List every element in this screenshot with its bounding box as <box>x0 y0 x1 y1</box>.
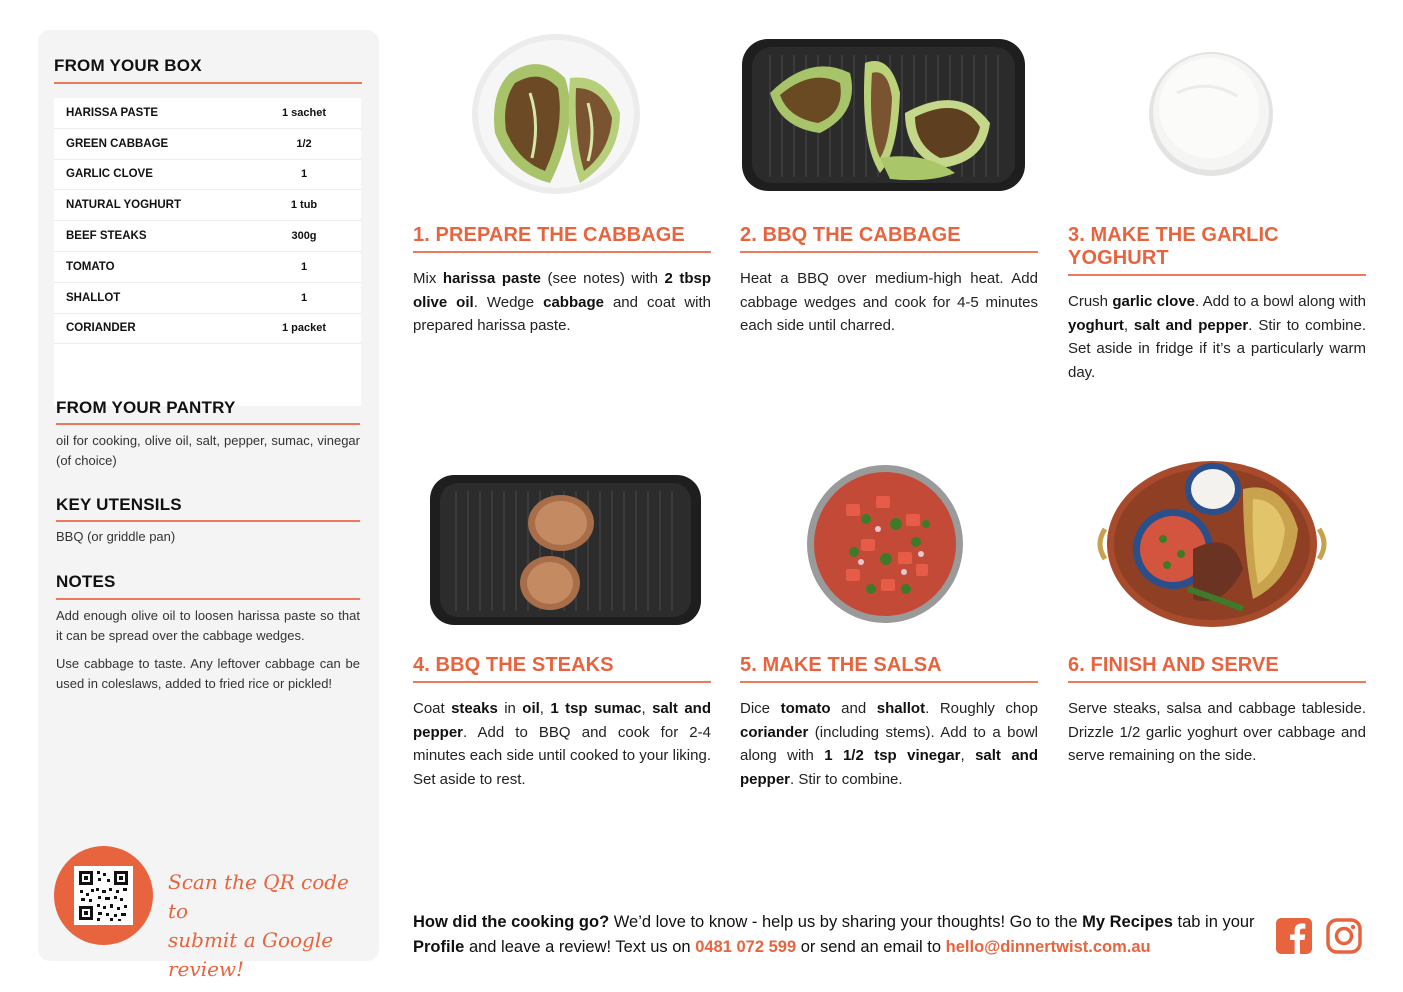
notes-title: NOTES <box>56 572 116 591</box>
email-link[interactable]: hello@dinnertwist.com.au <box>945 938 1151 956</box>
divider <box>740 251 1038 253</box>
step-title: 5. MAKE THE SALSA <box>740 654 942 676</box>
ingredient-name: BEEF STEAKS <box>66 230 147 243</box>
ingredient-qty: 1 tub <box>290 199 318 212</box>
qr-text-line: submit a Google review! <box>168 928 334 981</box>
footer-question: How did the cooking go? <box>413 913 610 931</box>
ingredient-qty: 1 sachet <box>281 106 327 119</box>
divider <box>413 681 711 683</box>
divider <box>56 423 360 425</box>
facebook-icon[interactable] <box>1276 918 1312 954</box>
step-title: 1. PREPARE THE CABBAGE <box>413 224 685 246</box>
ingredient-row <box>54 283 361 314</box>
ingredient-qty: 300g <box>291 230 317 243</box>
divider <box>1068 681 1366 683</box>
qr-text-line: Scan the QR code to <box>168 870 349 923</box>
step-1 <box>413 224 711 338</box>
phone-link[interactable]: 0481 072 599 <box>695 938 797 956</box>
ingredient-name: SHALLOT <box>66 291 121 304</box>
divider <box>740 681 1038 683</box>
key-utensils-title: KEY UTENSILS <box>56 495 182 514</box>
step-4 <box>413 654 711 791</box>
ingredient-name: GARLIC CLOVE <box>66 168 153 181</box>
note-item: Add enough olive oil to loosen harissa paste so that it can be spread over the cabbage wedges. <box>56 608 360 643</box>
ingredient-name: GREEN CABBAGE <box>66 137 169 150</box>
ingredient-row <box>54 221 361 252</box>
divider <box>54 82 362 84</box>
from-your-pantry-title: FROM YOUR PANTRY <box>56 398 236 417</box>
note-item: Use cabbage to taste. Any leftover cabbage can be used in coleslaws, added to fried rice or pickled! <box>56 656 360 691</box>
ingredient-row <box>54 98 361 129</box>
qr-review-prompt <box>168 868 368 984</box>
salsa-bowl-photo <box>806 464 964 624</box>
instagram-icon[interactable] <box>1326 918 1362 954</box>
divider <box>1068 274 1366 276</box>
step-body: Heat a BBQ over medium-high heat. Add cabbage wedges and cook for 4-5 minutes each side until charred. <box>740 270 1038 334</box>
utensils-list: BBQ (or griddle pan) <box>56 529 176 544</box>
divider <box>56 598 360 600</box>
ingredient-row <box>54 314 361 345</box>
ingredient-qty: 1 <box>300 260 308 273</box>
ingredient-name: HARISSA PASTE <box>66 106 159 119</box>
step-title: 4. BBQ THE STEAKS <box>413 654 614 676</box>
review-footer: How did the cooking go? We’d love to know - help us by sharing your thoughts! Go to the My Recipes tab in your Profile and leave a review! Text us on 0481 072 599 or send an email to hello@dinnertwist.com.au <box>413 913 1255 956</box>
ingredient-qty: 1/2 <box>296 137 312 150</box>
cabbage-plate-photo <box>470 33 642 195</box>
ingredient-qty: 1 packet <box>281 322 327 335</box>
ingredient-qty: 1 <box>300 168 308 181</box>
my-recipes-link[interactable]: My Recipes <box>1082 913 1173 931</box>
step-2 <box>740 224 1038 338</box>
ingredient-row <box>54 190 361 221</box>
step-body: Coat steaks in oil, 1 tsp sumac, salt and pepper. Add to BBQ and cook for 2-4 minutes each side until cooked to your liking. Set aside to rest. <box>413 700 711 788</box>
profile-link[interactable]: Profile <box>413 938 465 956</box>
ingredient-row <box>54 160 361 191</box>
ingredient-qty: 1 <box>300 291 308 304</box>
step-body: Crush garlic clove. Add to a bowl along with yoghurt, salt and pepper. Stir to combine. Set aside in fridge if it’s a particularly warm day. <box>1068 293 1367 381</box>
step-body: Mix harissa paste (see notes) with 2 tbsp olive oil. Wedge cabbage and coat with prepared harissa paste. <box>413 270 712 334</box>
ingredient-name: TOMATO <box>66 260 115 273</box>
step-title: 2. BBQ THE CABBAGE <box>740 224 961 246</box>
divider <box>56 520 360 522</box>
sidebar <box>38 30 379 981</box>
step-title: 3. MAKE THE GARLIC YOGHURT <box>1068 224 1279 269</box>
grill-cabbage-photo <box>740 33 1027 195</box>
from-your-box-title: FROM YOUR BOX <box>54 56 202 75</box>
divider <box>413 251 711 253</box>
pantry-list: oil for cooking, olive oil, salt, pepper, sumac, vinegar (of choice) <box>56 433 360 468</box>
step-5 <box>740 654 1038 791</box>
notes-body <box>56 606 360 702</box>
ingredient-name: NATURAL YOGHURT <box>66 199 181 212</box>
step-body: Serve steaks, salsa and cabbage tableside. Drizzle 1/2 garlic yoghurt over cabbage and serve remaining on the side. <box>1068 700 1366 764</box>
ingredients-table <box>54 98 361 406</box>
ingredient-name: CORIANDER <box>66 322 136 335</box>
serving-platter-photo <box>1093 459 1331 629</box>
step-6 <box>1068 654 1366 768</box>
yoghurt-bowl-photo <box>1147 48 1275 178</box>
grill-steaks-photo <box>428 473 703 628</box>
ingredient-row <box>54 129 361 160</box>
step-title: 6. FINISH AND SERVE <box>1068 654 1279 676</box>
ingredient-row <box>54 252 361 283</box>
step-body: Dice tomato and shallot. Roughly chop coriander (including stems). Add to a bowl along with 1 1/2 tsp vinegar, salt and pepper. Stir to combine. <box>740 700 1038 788</box>
qr-code-icon[interactable] <box>74 866 133 925</box>
step-3 <box>1068 224 1366 384</box>
qr-code-badge[interactable] <box>54 846 153 945</box>
